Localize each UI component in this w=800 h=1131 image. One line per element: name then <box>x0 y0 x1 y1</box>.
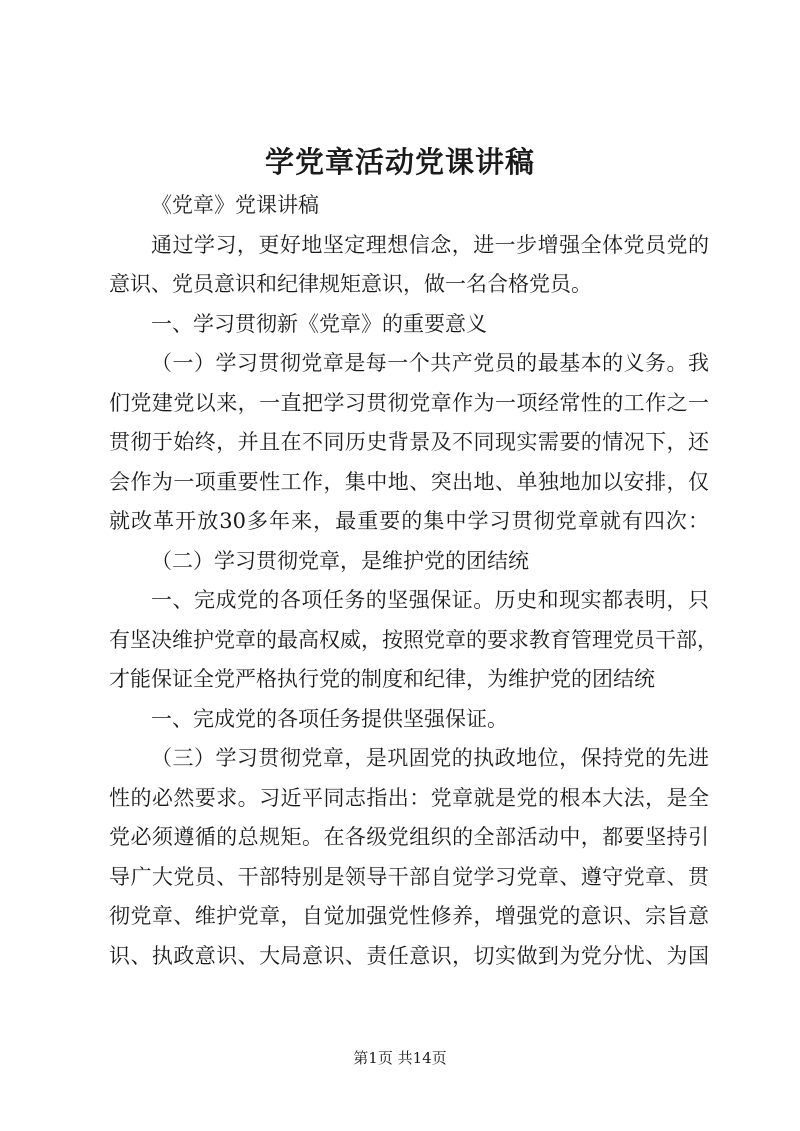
text-line: （三）学习贯彻党章，是巩固党的执政地位，保持党的先进 <box>151 746 709 770</box>
text-line: 才能保证全党严格执行党的制度和纪律，为维护党的团结统 <box>109 667 655 691</box>
document-body <box>109 186 718 976</box>
text-line: 会作为一项重要性工作，集中地、突出地、单独地加以安排，仅 <box>109 469 709 494</box>
text-line: 党必须遵循的总规矩。在各级党组织的全部活动中，都要坚持引 <box>109 825 709 849</box>
text-line: 就改革开放30多年来，最重要的集中学习贯彻党章就有四次： <box>109 509 709 533</box>
text-line: 一、学习贯彻新《党章》的重要意义 <box>151 311 487 336</box>
text-line: 《党章》党课讲稿 <box>151 193 319 217</box>
page-indicator: 第1页 共14页 <box>353 1049 447 1067</box>
text-line: 彻党章、维护党章，自觉加强党性修养，增强党的意识、宗旨意 <box>109 904 709 928</box>
document-title: 学党章活动党课讲稿 <box>264 145 535 179</box>
text-line: 一、完成党的各项任务提供坚强保证。 <box>151 706 508 731</box>
text-line: 性的必然要求。习近平同志指出：党章就是党的根本大法，是全 <box>109 785 709 810</box>
text-line: 识、执政意识、大局意识、责任意识，切实做到为党分忧、为国 <box>109 943 709 968</box>
text-line: （二）学习贯彻党章，是维护党的团结统 <box>151 548 529 573</box>
text-line: 一、完成党的各项任务的坚强保证。历史和现实都表明，只 <box>151 588 709 612</box>
text-line: 贯彻于始终，并且在不同历史背景及不同现实需要的情况下，还 <box>109 430 709 454</box>
text-line: 通过学习，更好地坚定理想信念，进一步增强全体党员党的 <box>151 232 709 257</box>
text-line: 意识、党员意识和纪律规矩意识，做一名合格党员。 <box>109 272 592 296</box>
text-line: （一）学习贯彻党章是每一个共产党员的最基本的义务。我 <box>151 351 709 375</box>
text-line: 有坚决维护党章的最高权威，按照党章的要求教育管理党员干部， <box>109 627 718 652</box>
text-line: 导广大党员、干部特别是领导干部自觉学习党章、遵守党章、贯 <box>109 864 709 889</box>
text-line: 们党建党以来，一直把学习贯彻党章作为一项经常性的工作之一 <box>109 390 709 415</box>
